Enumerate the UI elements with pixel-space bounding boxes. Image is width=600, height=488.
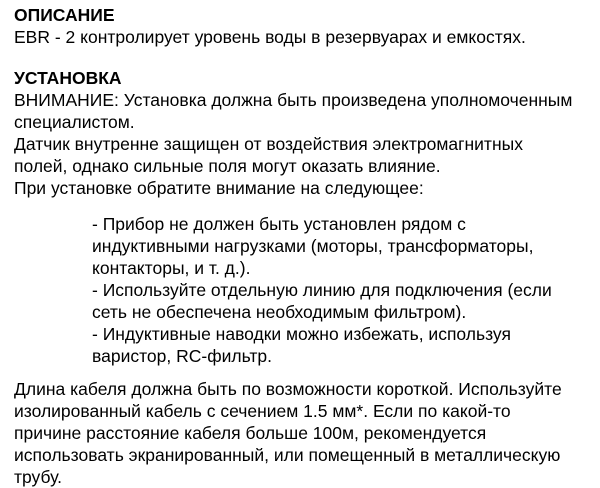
list-item: сеть не обеспечена необходимым фильтром). [92,302,467,322]
description-text: EBR - 2 контролирует уровень воды в резервуарах и емкостях. [14,27,526,47]
attention-line: При установке обратите внимание на следующее: [14,178,424,198]
description-heading: ОПИСАНИЕ [14,5,115,25]
list-item: - Индуктивные наводки можно избежать, используя [92,324,511,344]
cable-line: причине расстояние кабеля больше 100м, рекомендуется [14,423,487,443]
cable-line: трубу. [14,467,62,487]
list-item: варистор, RC-фильтр. [92,346,272,366]
warning-line: специалистом. [14,112,135,132]
list-item: - Прибор не должен быть установлен рядом с [92,214,466,234]
sensor-line: полей, однако сильные поля могут оказать влияние. [14,156,441,176]
cable-line: изолированный кабель с сечением 1.5 мм*. Если по какой-то [14,401,511,421]
cable-line: использовать экранированный, или помещенный в металлическую [14,445,561,465]
list-item: индуктивными нагрузками (моторы, трансформаторы, [92,236,534,256]
list-item: контакторы, и т. д.). [92,258,251,278]
cable-line: Длина кабеля должна быть по возможности короткой. Используйте [14,379,562,399]
list-item: - Используйте отдельную линию для подключения (если [92,280,552,300]
sensor-line: Датчик внутренне защищен от воздействия электромагнитных [14,134,523,154]
installation-heading: УСТАНОВКА [14,68,122,88]
warning-line: ВНИМАНИЕ: Установка должна быть произведена уполномоченным [14,90,573,110]
